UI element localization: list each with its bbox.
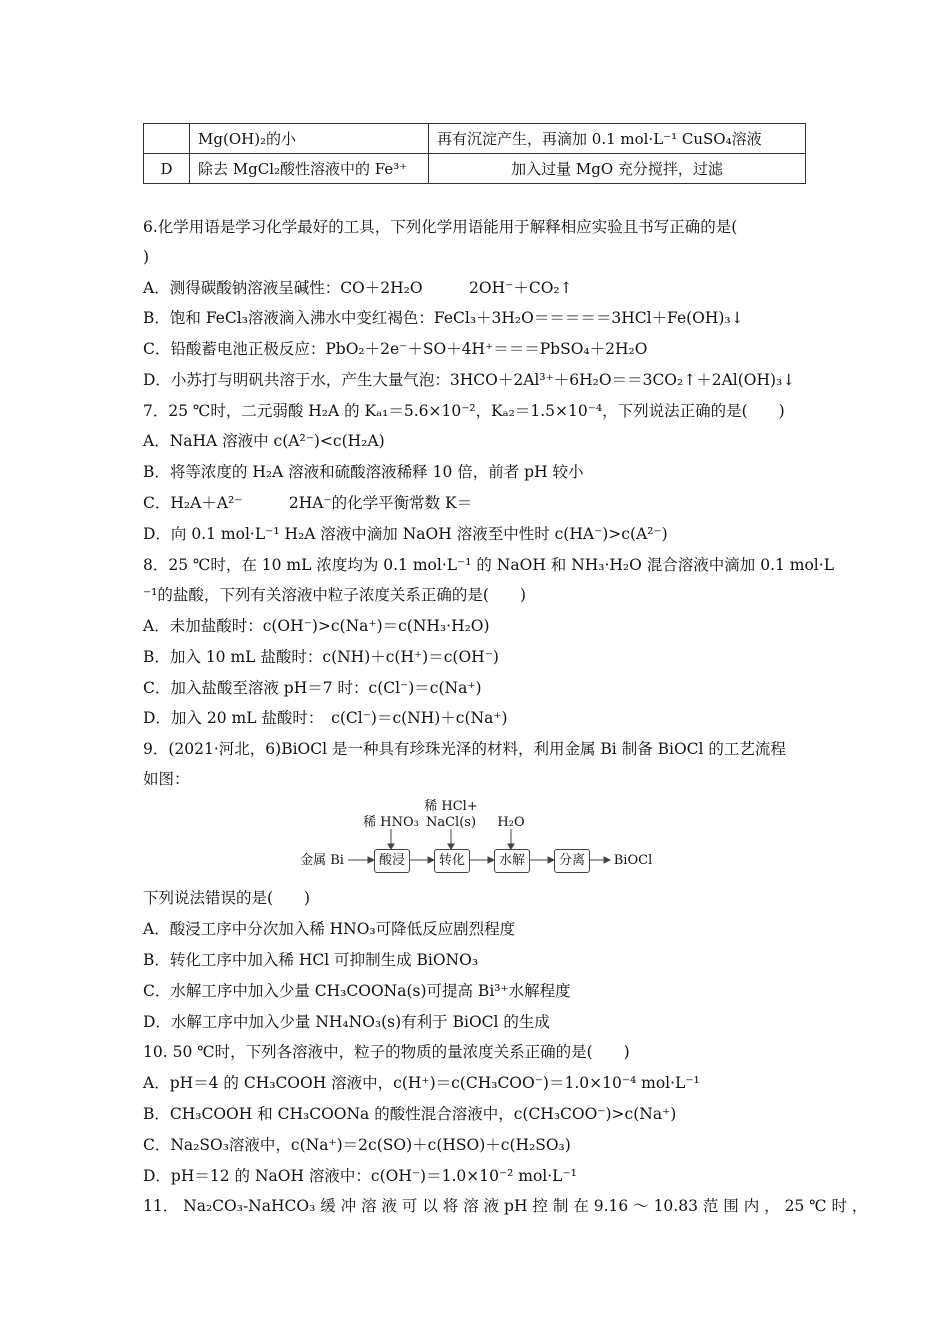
table-cell-purpose: 除去 MgCl₂酸性溶液中的 Fe³⁺ <box>190 154 429 184</box>
question-8-stem: 8．25 ℃时，在 10 mL 浓度均为 0.1 mol·L⁻¹ 的 NaOH 和 NH₃·H₂O 混合溶液中滴加 0.1 mol·L <box>143 556 834 574</box>
question-10-option-b: B．CH₃COOH 和 CH₃COONa 的酸性混合溶液中，c(CH₃COO⁻)>c(Na⁺) <box>143 1105 677 1123</box>
question-8-option-c: C．加入盐酸至溶液 pH＝7 时：c(Cl⁻)＝c(Na⁺) <box>143 679 482 697</box>
table-row <box>144 154 806 184</box>
question-7-option-c: C．H₂A＋A²⁻ 2HA⁻的化学平衡常数 K＝ <box>143 494 473 512</box>
question-9-stem-cont: 如图： <box>143 770 190 788</box>
question-11-stem: 11． Na₂CO₃-NaHCO₃ 缓 冲 溶 液 可 以 将 溶 液 pH 控 制 在 9.16 ～ 10.83 范 围 内 ， 25 ℃ 时 ， <box>143 1197 868 1215</box>
table-cell-operation: 加入过量 MgO 充分搅拌，过滤 <box>429 154 806 184</box>
experiment-table <box>143 123 806 184</box>
question-10-option-a: A．pH＝4 的 CH₃COOH 溶液中，c(H⁺)＝c(CH₃COO⁻)＝1.0×10⁻⁴ mol·L⁻¹ <box>143 1074 700 1092</box>
question-7-option-b: B．将等浓度的 H₂A 溶液和硫酸溶液稀释 10 倍，前者 pH 较小 <box>143 463 584 481</box>
question-10-stem: 10. 50 ℃时，下列各溶液中，粒子的物质的量浓度关系正确的是( ) <box>143 1043 630 1061</box>
question-6-option-d: D．小苏打与明矾共溶于水，产生大量气泡：3HCO＋2Al³⁺＋6H₂O＝＝3CO₂↑＋2Al(OH)₃↓ <box>143 371 796 389</box>
question-9-option-a: A．酸浸工序中分次加入稀 HNO₃可降低反应剧烈程度 <box>143 920 516 938</box>
table-cell-option: D <box>144 154 190 184</box>
flow-reagent-hno3: 稀 HNO₃ <box>363 815 419 830</box>
table-row <box>144 124 806 154</box>
question-8-option-a: A．未加盐酸时：c(OH⁻)>c(Na⁺)＝c(NH₃·H₂O) <box>143 617 490 635</box>
question-6-option-c: C．铅酸蓄电池正极反应：PbO₂＋2e⁻＋SO＋4H⁺＝＝＝PbSO₄＋2H₂O <box>143 340 648 358</box>
question-7-option-a: A．NaHA 溶液中 c(A²⁻)<c(H₂A) <box>143 432 385 450</box>
question-6-stem-cont: ) <box>143 248 150 266</box>
table-cell-option <box>144 124 190 154</box>
process-flow-diagram <box>296 795 656 875</box>
question-9-stem: 9．(2021·河北，6)BiOCl 是一种具有珍珠光泽的材料，利用金属 Bi 制备 BiOCl 的工艺流程 <box>143 740 786 758</box>
question-7-stem: 7．25 ℃时，二元弱酸 H₂A 的 Kₐ₁＝5.6×10⁻²，Kₐ₂＝1.5×10⁻⁴，下列说法正确的是( ) <box>143 402 785 420</box>
question-10-option-d: D．pH＝12 的 NaOH 溶液中：c(OH⁻)＝1.0×10⁻² mol·L⁻¹ <box>143 1167 577 1185</box>
question-9-option-d: D．水解工序中加入少量 NH₄NO₃(s)有利于 BiOCl 的生成 <box>143 1013 550 1031</box>
flow-end-label: BiOCl <box>613 853 653 868</box>
flow-step-hydrolysis: 水解 <box>494 849 530 873</box>
table-cell-operation: 再有沉淀产生，再滴加 0.1 mol·L⁻¹ CuSO₄溶液 <box>429 124 806 154</box>
question-6-option-a: A．测得碳酸钠溶液呈碱性：CO＋2H₂O 2OH⁻＋CO₂↑ <box>143 279 573 297</box>
question-9-option-c: C．水解工序中加入少量 CH₃COONa(s)可提高 Bi³⁺水解程度 <box>143 982 571 1000</box>
question-8-option-d: D．加入 20 mL 盐酸时： c(Cl⁻)＝c(NH)＋c(Na⁺) <box>143 709 508 727</box>
question-8-option-b: B．加入 10 mL 盐酸时：c(NH)＋c(H⁺)＝c(OH⁻) <box>143 648 499 666</box>
table-cell-purpose: Mg(OH)₂的小 <box>190 124 429 154</box>
flow-reagent-water: H₂O <box>497 815 525 830</box>
question-8-stem-cont: ⁻¹的盐酸，下列有关溶液中粒子浓度关系正确的是( ) <box>143 586 526 604</box>
flow-step-separate: 分离 <box>554 849 590 873</box>
question-10-option-c: C．Na₂SO₃溶液中，c(Na⁺)＝2c(SO)＋c(HSO)＋c(H₂SO₃) <box>143 1136 571 1154</box>
question-9-option-b: B．转化工序中加入稀 HCl 可抑制生成 BiONO₃ <box>143 951 479 969</box>
flow-step-convert: 转化 <box>434 849 470 873</box>
question-6-option-b: B．饱和 FeCl₃溶液滴入沸水中变红褐色：FeCl₃＋3H₂O＝＝＝＝＝3HCl＋Fe(OH)₃↓ <box>143 309 744 327</box>
flow-step-acid-leach: 酸浸 <box>374 849 410 873</box>
flow-reagent-hcl: 稀 HCl+ <box>424 799 478 814</box>
question-6-stem: 6.化学用语是学习化学最好的工具，下列化学用语能用于解释相应实验且书写正确的是( <box>143 218 738 236</box>
flow-reagent-nacl: NaCl(s) <box>425 815 477 830</box>
flow-start-label: 金属 Bi <box>300 853 344 868</box>
question-7-option-d: D．向 0.1 mol·L⁻¹ H₂A 溶液中滴加 NaOH 溶液至中性时 c(HA⁻)>c(A²⁻) <box>143 525 668 543</box>
question-9-prompt: 下列说法错误的是( ) <box>143 889 311 907</box>
